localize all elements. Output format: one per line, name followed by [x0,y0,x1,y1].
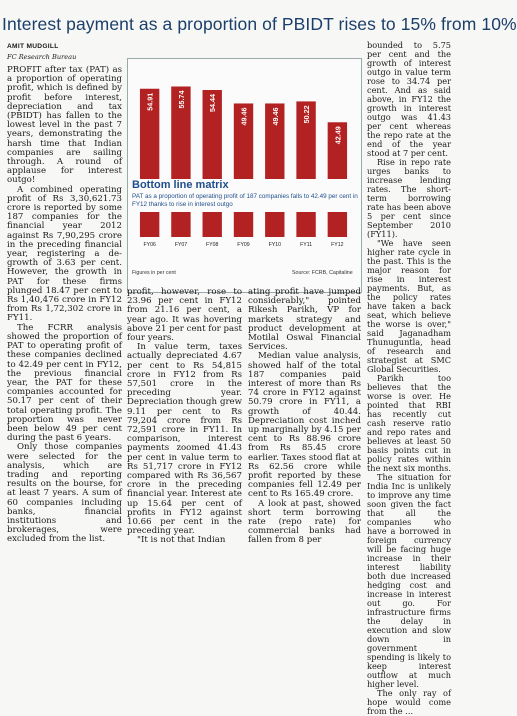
tick-label: FY08 [206,242,219,248]
paragraph: A combined operating profit of Rs 3,30,621.73 crore is reported by some 187 companies for the financial year 2012 against Rs 7,90,295 crore in the preceding financial year, registering a de-growth of 3.63 per cent. However, the growth in PAT for these firms plunged 18.47 per cent to Rs 1,40,476 crore in FY12 from Rs 1,72,302 crore in FY11. [7,184,122,324]
bar-FY09-lower [234,212,253,237]
tick-label: FY10 [268,242,281,248]
data-label: 42.49 [333,126,343,145]
tick-label: FY09 [237,242,250,248]
paragraph: Parikh too believes that the worse is over. He pointed that RBI has recently cut cash reserve ratio and repo rates and believes at least 50 basis points cut in policy rates within the next six months. [367,373,452,473]
tick-label: FY07 [174,242,188,248]
paragraph: bounded to 5.75 per cent and the growth of interest outgo in value term rose to 34.74 per cent. And as said above, in FY12 the growth in interest outgo was 41.43 per cent whereas the repo rate at the end of the year stood at 7 per cent. [367,40,451,158]
paragraph: The only ray of hope would come from the ... [367,688,451,716]
data-label: 49.46 [270,107,280,126]
chart-subtitle: PAT as a proportion of operating profit of 187 companies falls to 42.49 per cent in FY12 thanks to rise in interest outgo [132,193,358,208]
byline: AMIT MUDGILL [7,43,59,50]
tick-label: FY12 [331,242,344,248]
bar-FY10-lower [265,212,284,237]
headline: Interest payment as a proportion of PBIDT rises to 15% from 10% [2,14,517,34]
data-label: 49.46 [239,107,249,126]
paragraph: profit, however, rose to 23.96 per cent in FY12 from 21.16 per cent, a year ago. It was hovering above 21 per cent for past four years. [127,287,242,344]
bar-FY07-lower [171,212,190,237]
bar-chart [128,59,359,179]
article-column-3 [248,287,361,546]
data-label: 50.22 [302,105,312,124]
paragraph: The FCRR analysis showed the proportion of PAT to operating profit of these companies declined to 42.49 per cent in FY12, the previous financial year, the PAT for these companies accounted for 50.17 per cent of their total operating profit. The proportion was never been below 49 per cent during the past 6 years. [7,322,122,444]
bar-FY12-lower [328,212,347,237]
paragraph: PROFIT after tax (PAT) as a proportion of operating profit, which is defined by profit before interest, depreciation and tax (PBIDT) has fallen to the lowest level in the past 7 years, demonstrating the harsh time that Indian companies are sailing through. A round of applause for interest outgo! [7,65,122,186]
paragraph: "It is not that Indian [137,535,226,546]
paragraph: In value term, taxes actually depreciated 4.67 per cent to Rs 54,815 crore in FY12 from Rs 57,501 crore in the preceding year. Depreciation though grew 9.11 per cent to Rs 79,204 crore from Rs 72,591 crore in FY11. In comparison, interest payments zoomed 41.43 per cent in value term to Rs 51,717 crore in FY12 compared with Rs 36,567 crore in the preceding financial year. Interest ate up 15.64 per cent of profits in FY12 against 10.66 per cent in the preceding year. [127,342,242,537]
bar-FY11-lower [296,212,315,237]
bar-chart-lower [128,212,359,270]
paragraph: A look at past, showed short term borrowing rate (repo rate) for commercial banks had fallen from 8 per [248,498,361,546]
tick-label: FY11 [300,242,313,248]
data-label: 54.44 [208,94,218,113]
chart-source: Source: FCRB, Capitaline [292,270,353,276]
data-label: 55.74 [176,90,186,109]
paragraph: "We have seen higher rate cycle in the past. This is the major reason for rise in interest payments. But, as the policy rates have taken a back seat, which believe the worse is over," said Jaganadham Thunuguntla, head of research and strategist at SMC Global Securities. [367,238,451,374]
bar-FY06-lower [140,212,159,237]
tick-label: FY06 [143,242,156,248]
chart-title: Bottom line matrix [132,179,229,191]
data-label: 54.91 [145,92,155,111]
article-column-4 [367,40,452,716]
paragraph: Only those companies were selected for the analysis, which are trading and reporting results on the bourse, for at least 7 years. A sum of 60 companies including banks, financial institutions and brokerages, were excluded from the list. [7,442,122,545]
bar-FY08-lower [203,212,222,237]
figures-note: Figures in per cent [132,270,176,276]
paragraph: ating profit have jumped considerably," pointed Rikesh Parikh, VP for markets strategy and product development at Motilal Oswal Financial Services. [248,287,361,353]
article-column-1 [7,65,122,545]
paragraph: Median value analysis, showed half of the total 187 companies paid interest of more than Rs 74 crore in FY12 against 50.79 crore in FY11, a growth of 40.44. Depreciation cost inched up marginally by 4.15 per cent to Rs 88.96 crore from Rs 85.45 crore earlier. Taxes stood flat at Rs 62.56 crore while profit reported by these companies fell 12.49 per cent to Rs 165.49 crore. [248,351,361,500]
article-column-2 [127,287,242,546]
dateline: FC Research Bureau [7,53,77,61]
paragraph: The situation for India Inc is unlikely to improve any time soon given the fact that all the companies who have a borrowed in foreign currency will be facing huge increase in their interest liability both due increased hedging cost and increase in interest out go. For infrastructure firms the delay in execution and slow down in government spending is likely to keep interest outflow at much higher level. [367,472,451,689]
paragraph: Rise in repo rate urges banks to increase lending rates. The short-term borrowing rate has been above 5 per cent since September 2010 (FY11). [367,157,451,239]
